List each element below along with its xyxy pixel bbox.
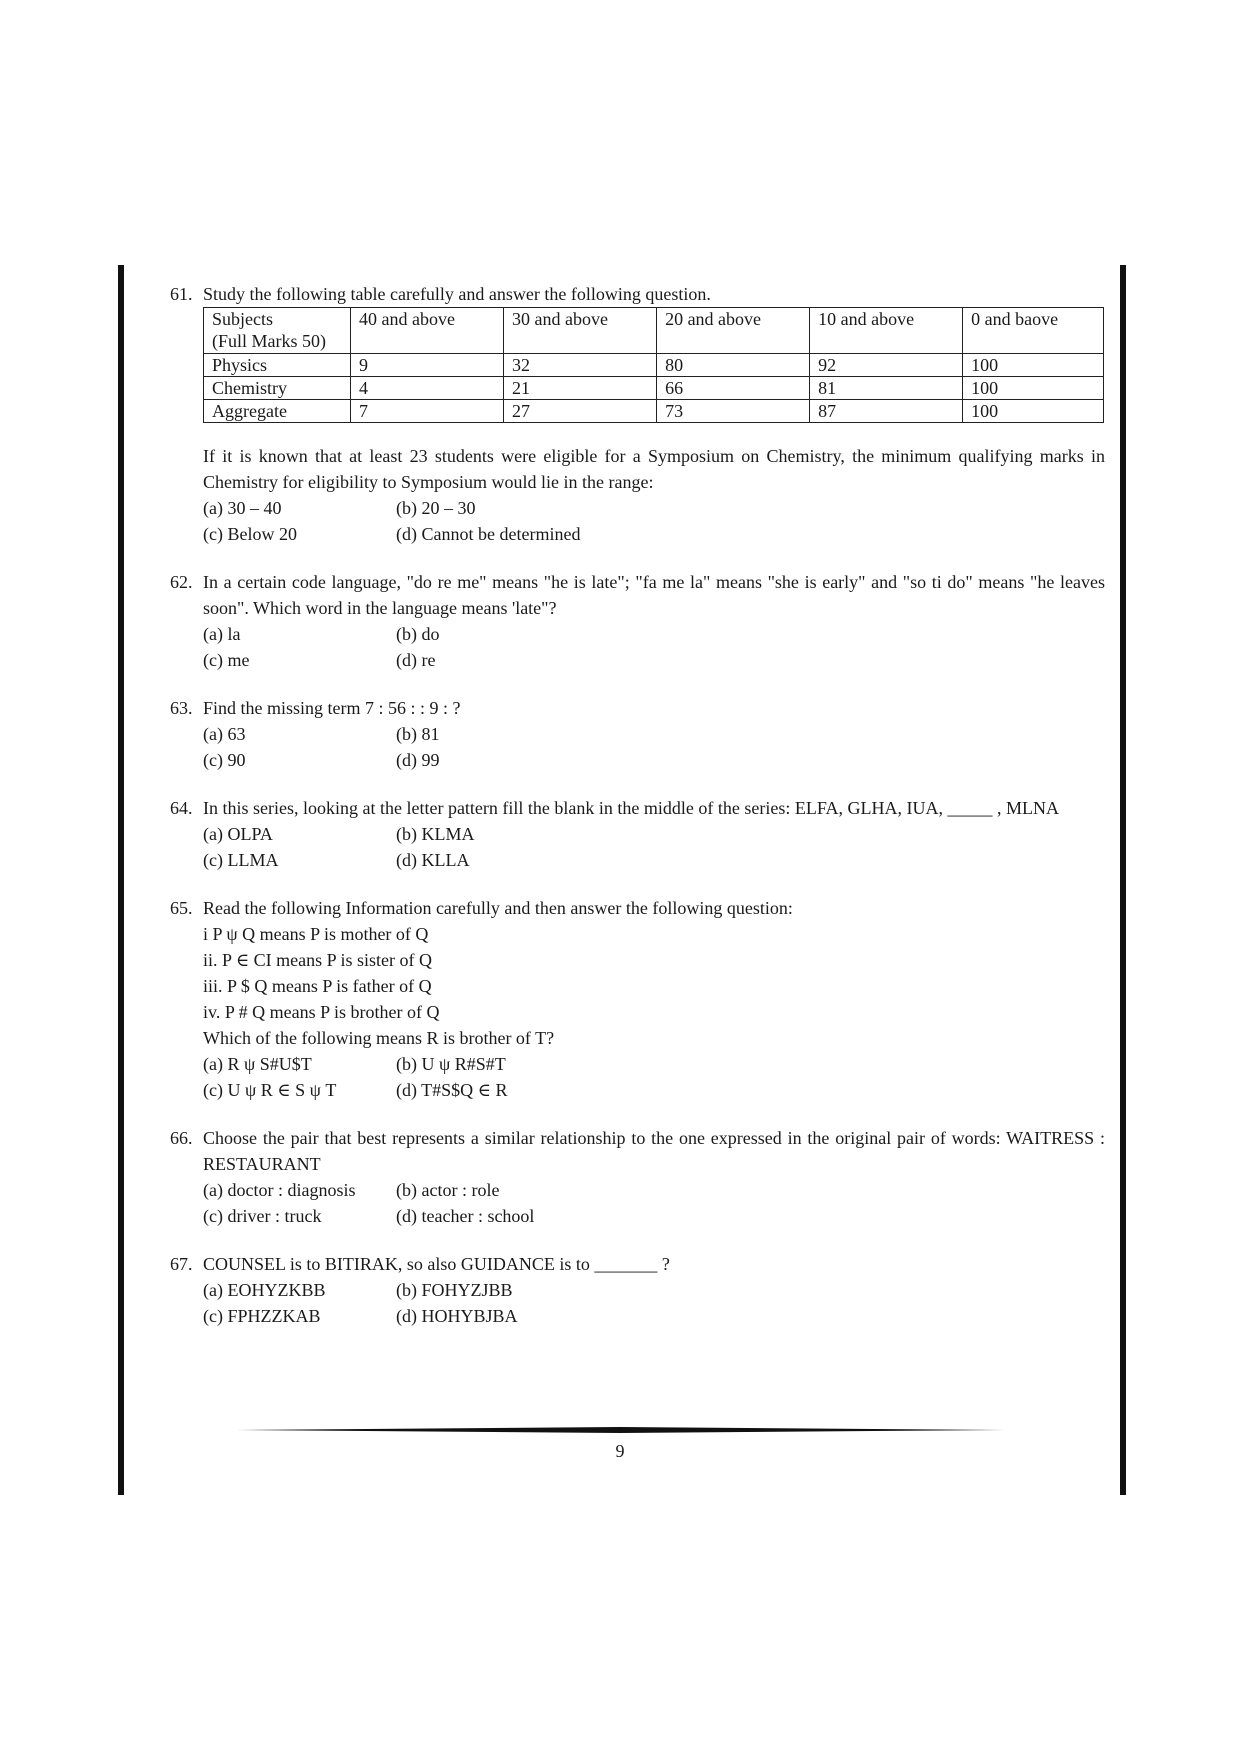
- question-number: 65.: [170, 898, 193, 918]
- option-d[interactable]: (d) re: [396, 650, 436, 670]
- page-number: 9: [615, 1441, 625, 1461]
- table-header-cell: Subjects (Full Marks 50): [204, 308, 351, 354]
- question-number: 67.: [170, 1254, 193, 1274]
- question-62: [170, 569, 1105, 673]
- answer-options: [203, 495, 1105, 547]
- table-cell: Chemistry: [204, 377, 351, 400]
- option-a[interactable]: (a) la: [203, 624, 241, 644]
- table-header-cell: 0 and baove: [963, 308, 1104, 354]
- footer-divider: [236, 1427, 1004, 1433]
- question-text: COUNSEL is to BITIRAK, so also GUIDANCE is to _______ ?: [203, 1254, 670, 1274]
- option-d[interactable]: (d) T#S$Q ∈ R: [396, 1080, 508, 1100]
- table-cell: 9: [351, 354, 504, 377]
- table-cell: Physics: [204, 354, 351, 377]
- question-number: 61.: [170, 284, 193, 304]
- table-header-cell: 10 and above: [810, 308, 963, 354]
- table-cell: 21: [504, 377, 657, 400]
- question-63: [170, 695, 1105, 773]
- question-64: [170, 795, 1105, 873]
- question-number: 64.: [170, 798, 193, 818]
- table-cell: 32: [504, 354, 657, 377]
- table-cell: 81: [810, 377, 963, 400]
- table-cell: 80: [657, 354, 810, 377]
- option-b[interactable]: (b) KLMA: [396, 824, 475, 844]
- table-cell: 100: [963, 354, 1104, 377]
- option-a[interactable]: (a) doctor : diagnosis: [203, 1180, 356, 1200]
- option-b[interactable]: (b) 81: [396, 724, 440, 744]
- option-b[interactable]: (b) 20 – 30: [396, 498, 476, 518]
- table-cell: 73: [657, 400, 810, 423]
- question-number: 66.: [170, 1128, 193, 1148]
- table-row: [204, 400, 1104, 423]
- definition-line: i P ψ Q means P is mother of Q: [203, 924, 429, 944]
- option-a[interactable]: (a) EOHYZKBB: [203, 1280, 326, 1300]
- table-cell: 27: [504, 400, 657, 423]
- option-b[interactable]: (b) U ψ R#S#T: [396, 1054, 506, 1074]
- option-d[interactable]: (d) KLLA: [396, 850, 470, 870]
- table-cell: 92: [810, 354, 963, 377]
- table-cell: 66: [657, 377, 810, 400]
- option-a[interactable]: (a) 30 – 40: [203, 498, 282, 518]
- definition-line: ii. P ∈ CI means P is sister of Q: [203, 950, 432, 970]
- table-row: [204, 377, 1104, 400]
- answer-options: [203, 1177, 1105, 1229]
- answer-options: [203, 721, 1105, 773]
- option-a[interactable]: (a) 63: [203, 724, 246, 744]
- answer-options: [203, 821, 1105, 873]
- marks-table: [203, 307, 1104, 423]
- definition-line: iii. P $ Q means P is father of Q: [203, 976, 432, 996]
- table-cell: 100: [963, 377, 1104, 400]
- question-66: [170, 1125, 1105, 1229]
- table-header-cell: 40 and above: [351, 308, 504, 354]
- page-border-left: [118, 265, 124, 1495]
- table-cell: 87: [810, 400, 963, 423]
- option-c[interactable]: (c) LLMA: [203, 850, 279, 870]
- option-c[interactable]: (c) U ψ R ∈ S ψ T: [203, 1080, 337, 1100]
- answer-options: [203, 621, 1105, 673]
- option-b[interactable]: (b) actor : role: [396, 1180, 500, 1200]
- option-d[interactable]: (d) 99: [396, 750, 440, 770]
- question-intro: Study the following table carefully and answer the following question.: [203, 284, 711, 304]
- option-b[interactable]: (b) do: [396, 624, 440, 644]
- question-text: If it is known that at least 23 students were eligible for a Symposium on Chemistry, the minimum qualifying marks in Chemistry for eligibility to Symposium would lie in the range:: [203, 446, 1105, 492]
- option-b[interactable]: (b) FOHYZJBB: [396, 1280, 513, 1300]
- relation-definitions: [203, 921, 1105, 1051]
- question-67: [170, 1251, 1105, 1329]
- question-page-content: [170, 281, 1105, 1351]
- option-c[interactable]: (c) me: [203, 650, 250, 670]
- option-c[interactable]: (c) 90: [203, 750, 246, 770]
- option-c[interactable]: (c) driver : truck: [203, 1206, 322, 1226]
- option-c[interactable]: (c) FPHZZKAB: [203, 1306, 321, 1326]
- answer-options: [203, 1051, 1105, 1103]
- answer-options: [203, 1277, 1105, 1329]
- table-cell: 4: [351, 377, 504, 400]
- question-65: [170, 895, 1105, 1103]
- question-number: 63.: [170, 698, 193, 718]
- question-text: In this series, looking at the letter pattern fill the blank in the middle of the series: ELFA, GLHA, IUA, _____ , MLNA: [203, 798, 1059, 818]
- option-d[interactable]: (d) HOHYBJBA: [396, 1306, 518, 1326]
- question-text: Read the following Information carefully and then answer the following question:: [203, 898, 793, 918]
- question-61: [170, 281, 1105, 547]
- table-header-row: [204, 308, 1104, 354]
- question-number: 62.: [170, 572, 193, 592]
- table-cell: 7: [351, 400, 504, 423]
- option-c[interactable]: (c) Below 20: [203, 524, 297, 544]
- table-header-cell: 30 and above: [504, 308, 657, 354]
- table-header-cell: 20 and above: [657, 308, 810, 354]
- option-d[interactable]: (d) teacher : school: [396, 1206, 535, 1226]
- page-border-right: [1120, 265, 1126, 1495]
- table-cell: 100: [963, 400, 1104, 423]
- question-text: Choose the pair that best represents a similar relationship to the one expressed in the original pair of words: WAITRESS : RESTAURANT: [203, 1128, 1105, 1174]
- definition-line: iv. P # Q means P is brother of Q: [203, 1002, 440, 1022]
- option-a[interactable]: (a) OLPA: [203, 824, 273, 844]
- table-row: [204, 354, 1104, 377]
- table-cell: Aggregate: [204, 400, 351, 423]
- option-a[interactable]: (a) R ψ S#U$T: [203, 1054, 312, 1074]
- option-d[interactable]: (d) Cannot be determined: [396, 524, 581, 544]
- question-text: In a certain code language, "do re me" means "he is late"; "fa me la" means "she is early" and "so ti do" means "he leaves soon". Which word in the language means 'late"?: [203, 572, 1105, 618]
- sub-question: Which of the following means R is brother of T?: [203, 1028, 555, 1048]
- question-text: Find the missing term 7 : 56 : : 9 : ?: [203, 698, 461, 718]
